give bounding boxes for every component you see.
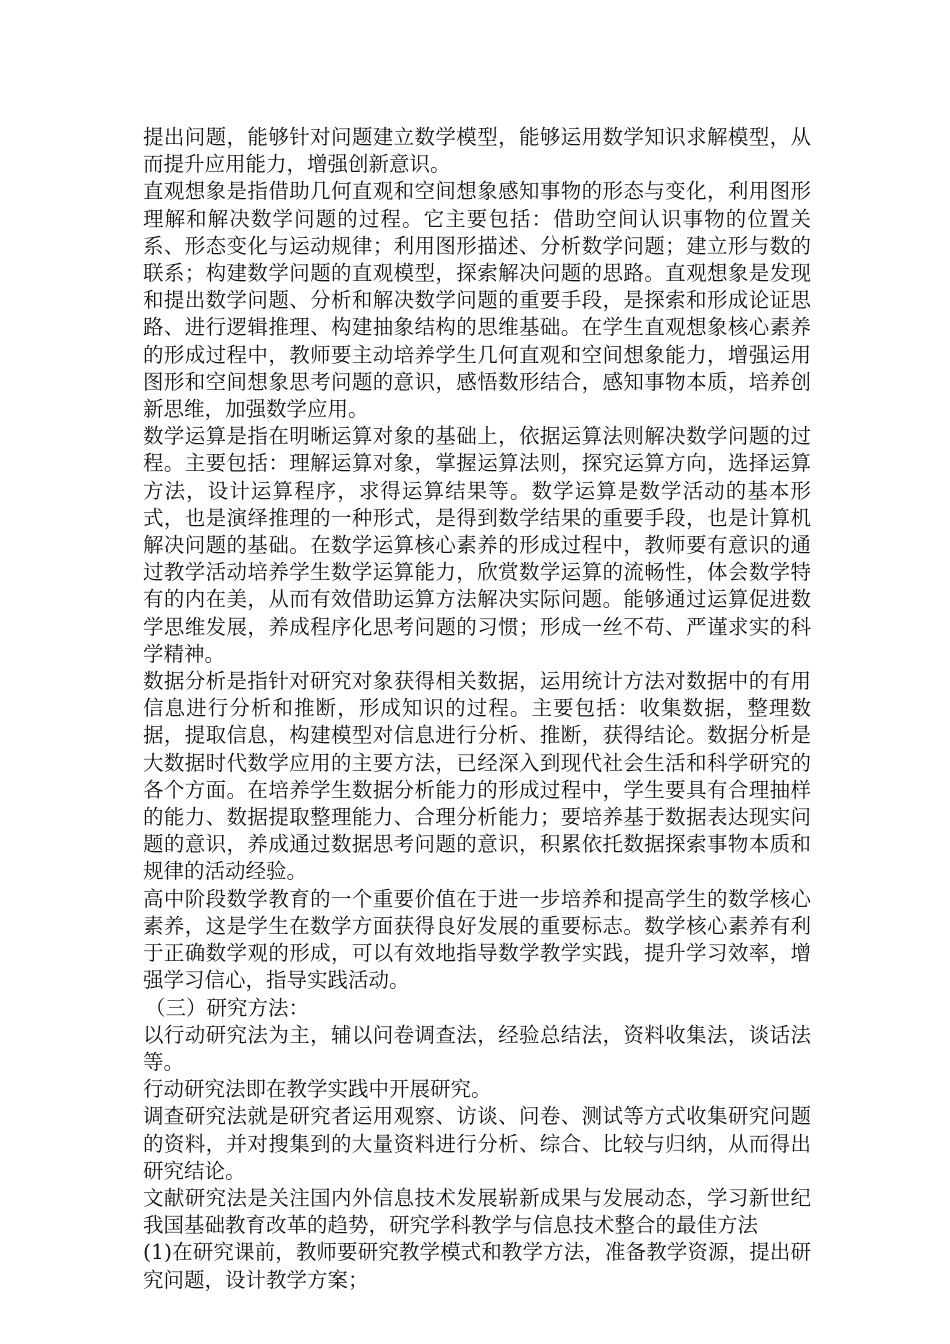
- paragraph-survey-research: 调查研究法就是研究者运用观察、访谈、问卷、测试等方式收集研究问题的资料，并对搜集到的大量资料进行分析、综合、比较与归纳，从而得出研究结论。: [143, 1104, 811, 1183]
- paragraph-core-literacy-value: 高中阶段数学教育的一个重要价值在于进一步培养和提高学生的数学核心素养，这是学生在数学方面获得良好发展的重要标志。数学核心素养有利于正确数学观的形成，可以有效地指导数学教学实践，提升学习效率，增强学习信心，指导实践活动。: [143, 886, 811, 993]
- paragraph-step-one: (1)在研究课前，教师要研究教学模式和教学方法，准备教学资源，提出研究问题，设计教学方案；: [143, 1240, 811, 1292]
- paragraph-math-operation: 数学运算是指在明晰运算对象的基础上，依据运算法则解决数学问题的过程。主要包括：理解运算对象，掌握运算法则，探究运算方向，选择运算方法，设计运算程序，求得运算结果等。数学运算是数学活动的基本形式，也是演绎推理的一种形式，是得到数学结果的重要手段，也是计算机解决问题的基础。在数学运算核心素养的形成过程中，教师要有意识的通过教学活动培养学生数学运算能力，欣赏数学运算的流畅性，体会数学特有的内在美，从而有效借助运算方法解决实际问题。能够通过运算促进数学思维发展，养成程序化思考问题的习惯；形成一丝不苟、严谨求实的科学精神。: [143, 424, 811, 666]
- section-heading-research-methods: （三）研究方法：: [145, 995, 309, 1020]
- document-page: [143, 124, 811, 1294]
- paragraph-data-analysis: 数据分析是指针对研究对象获得相关数据，运用统计方法对数据中的有用信息进行分析和推断，形成知识的过程。主要包括：收集数据，整理数据，提取信息，构建模型对信息进行分析、推断，获得结论。数据分析是大数据时代数学应用的主要方法，已经深入到现代社会生活和科学研究的各个方面。在培养学生数据分析能力的形成过程中，学生要具有合理抽样的能力、数据提取整理能力、合理分析能力；要培养基于数据表达现实问题的意识，养成通过数据思考问题的意识，积累依托数据探索事物本质和规律的活动经验。: [143, 669, 811, 884]
- paragraph-literature-research: 文献研究法是关注国内外信息技术发展崭新成果与发展动态，学习新世纪我国基础教育改革的趋势，研究学科教学与信息技术整合的最佳方法: [143, 1185, 811, 1238]
- paragraph-methods-overview: 以行动研究法为主，辅以问卷调查法，经验总结法，资料收集法，谈话法等。: [143, 1022, 811, 1074]
- paragraph-action-research: 行动研究法即在教学实践中开展研究。: [143, 1077, 492, 1102]
- paragraph-intuitive-imagination: 直观想象是指借助几何直观和空间想象感知事物的形态与变化，利用图形理解和解决数学问题的过程。它主要包括：借助空间认识事物的位置关系、形态变化与运动规律；利用图形描述、分析数学问题；建立形与数的联系；构建数学问题的直观模型，探索解决问题的思路。直观想象是发现和提出数学问题、分析和解决数学问题的重要手段，是探索和形成论证思路、进行逻辑推理、构建抽象结构的思维基础。在学生直观想象核心素养的形成过程中，教师要主动培养学生几何直观和空间想象能力，增强运用图形和空间想象思考问题的意识，感悟数形结合，感知事物本质，培养创新思维，加强数学应用。: [143, 179, 811, 422]
- paragraph-problem-modeling: 提出问题，能够针对问题建立数学模型，能够运用数学知识求解模型，从而提升应用能力，增强创新意识。: [143, 125, 811, 177]
